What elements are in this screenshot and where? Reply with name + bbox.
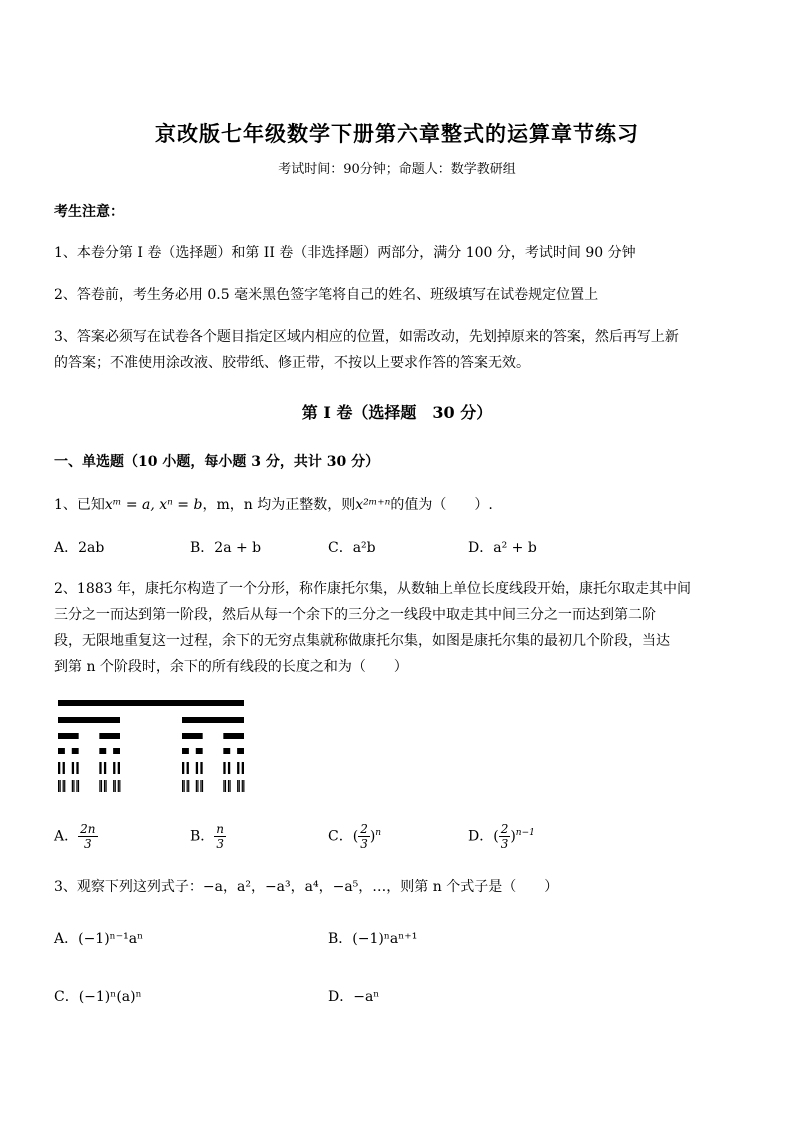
q2-b-denominator: 3 [216, 837, 224, 851]
notice-item-2: 2、答卷前，考生务必用 0.5 毫米黑色签字笔将自己的姓名、班级填写在试卷规定位置上 [54, 287, 599, 303]
cantor-segment-level-6 [197, 780, 198, 792]
q2-c-denominator: 3 [360, 837, 368, 851]
cantor-segment-level-6 [196, 780, 197, 792]
cantor-segment-level-6 [225, 780, 226, 792]
q2-option-a[interactable] [54, 822, 98, 851]
cantor-segment-level-3 [223, 733, 244, 739]
part-title: 一、单选题（10 小题，每小题 3 分，共计 30 分） [54, 454, 380, 470]
cantor-segment-level-6 [200, 780, 201, 792]
cantor-segment-level-6 [184, 780, 185, 792]
q1-condition: xᵐ = a, xⁿ = b [104, 497, 203, 513]
cantor-segment-level-5 [196, 762, 198, 774]
cantor-segment-level-5 [118, 762, 120, 774]
question-2-line2: 三分之一而达到第一阶段，然后从每一个余下的三分之一线段中取走其中间三分之一而达到第二阶 [54, 607, 656, 623]
cantor-segment-level-5 [76, 762, 78, 774]
cantor-segment-level-6 [182, 780, 183, 792]
question-3: 3、观察下列这列式子：−a，a²，−a³，a⁴，−a⁵，…，则第 n 个式子是（ ） [54, 879, 559, 895]
q2-option-a-label: A． [54, 828, 79, 845]
cantor-segment-level-5 [99, 762, 101, 774]
cantor-segment-level-5 [223, 762, 225, 774]
cantor-segment-level-6 [243, 780, 244, 792]
cantor-segment-level-3 [99, 733, 120, 739]
cantor-segment-level-6 [72, 780, 73, 792]
q2-option-b[interactable] [190, 822, 226, 851]
q3-option-d[interactable]: D．−aⁿ [328, 989, 380, 1005]
cantor-segment-level-5 [72, 762, 74, 774]
cantor-segment-level-6 [63, 780, 64, 792]
exam-subtitle: 考试时间：90分钟；命题人：数学教研组 [278, 162, 516, 177]
cantor-segment-level-6 [64, 780, 65, 792]
q1-option-a[interactable]: A．2ab [54, 540, 105, 556]
cantor-segment-level-4 [72, 748, 79, 754]
cantor-segment-level-3 [58, 733, 79, 739]
q2-option-d[interactable]: D．( $\frac{2}{3}$ )$^{n-1}$ [468, 822, 535, 851]
cantor-segment-level-6 [113, 780, 114, 792]
q2-option-d-label: D．( [468, 828, 499, 845]
q1-option-b[interactable]: B．2a + b [190, 540, 262, 556]
question-1 [54, 494, 493, 514]
q2-option-c-label: C．( [328, 828, 359, 845]
q2-c-numerator: 2 [360, 822, 368, 836]
cantor-segment-level-5 [187, 762, 189, 774]
cantor-segment-level-3 [182, 733, 203, 739]
q1-suffix: 的值为（ ）. [390, 497, 493, 513]
cantor-segment-level-4 [182, 748, 189, 754]
cantor-segment-level-5 [228, 762, 230, 774]
cantor-segment-level-1 [58, 700, 244, 706]
cantor-segment-level-6 [237, 780, 238, 792]
q2-a-denominator: 3 [83, 837, 92, 851]
cantor-segment-level-5 [58, 762, 60, 774]
cantor-segment-level-6 [76, 780, 77, 792]
q2-option-c[interactable]: C．( $\frac{2}{3}$ )$^n$ [328, 822, 382, 851]
q1-option-d[interactable]: D．a² + b [468, 540, 537, 556]
cantor-segment-level-2 [58, 717, 120, 723]
notice-heading: 考生注意： [54, 204, 124, 220]
cantor-segment-level-6 [202, 780, 203, 792]
cantor-segment-level-4 [196, 748, 203, 754]
cantor-segment-level-6 [223, 780, 224, 792]
cantor-set-figure [58, 700, 248, 795]
cantor-segment-level-6 [187, 780, 188, 792]
q1-mid: ，m，n 均为正整数，则 [202, 497, 356, 513]
cantor-segment-level-6 [242, 780, 243, 792]
cantor-segment-level-2 [182, 717, 244, 723]
q3-option-a[interactable]: A．(−1)ⁿ⁻¹aⁿ [54, 931, 144, 947]
section-title: 第 I 卷（选择题 30 分） [301, 403, 493, 422]
cantor-segment-level-6 [58, 780, 59, 792]
cantor-segment-level-6 [104, 780, 105, 792]
notice-item-3-line1: 3、答案必须写在试卷各个题目指定区域内相应的位置，如需改动，先划掉原来的答案，然后再写上新 [54, 329, 679, 345]
q3-option-b[interactable]: B．(−1)ⁿaⁿ⁺¹ [328, 931, 418, 947]
cantor-segment-level-4 [113, 748, 120, 754]
cantor-segment-level-5 [63, 762, 65, 774]
cantor-segment-level-6 [188, 780, 189, 792]
q2-option-b-label: B． [190, 828, 215, 845]
cantor-segment-level-6 [99, 780, 100, 792]
cantor-segment-level-6 [119, 780, 120, 792]
q2-d-denominator: 3 [500, 837, 509, 851]
q2-option-a-fraction [78, 822, 97, 851]
q1-expression: x²ᵐ⁺ⁿ [355, 497, 391, 513]
question-2-line1: 2、1883 年，康托尔构造了一个分形，称作康托尔集，从数轴上单位长度线段开始，康托尔取走其中间 [54, 581, 691, 597]
notice-item-3-line2: 的答案；不准使用涂改液、胶带纸、修正带，不按以上要求作答的答案无效。 [54, 355, 530, 371]
q2-option-c-fraction [358, 822, 370, 851]
cantor-segment-level-6 [118, 780, 119, 792]
cantor-segment-level-6 [239, 780, 240, 792]
cantor-segment-level-5 [242, 762, 244, 774]
cantor-segment-level-4 [99, 748, 106, 754]
q2-option-d-fraction [499, 822, 511, 851]
cantor-segment-level-6 [60, 780, 61, 792]
cantor-segment-level-5 [237, 762, 239, 774]
cantor-segment-level-6 [228, 780, 229, 792]
q2-b-numerator: n [216, 822, 225, 836]
cantor-segment-level-5 [113, 762, 115, 774]
q3-option-c[interactable]: C．(−1)ⁿ(a)ⁿ [54, 989, 142, 1005]
cantor-segment-level-6 [101, 780, 102, 792]
exam-title: 京改版七年级数学下册第六章整式的运算章节练习 [155, 121, 639, 146]
question-2-line4: 到第 n 个阶段时，余下的所有线段的长度之和为（ ） [54, 659, 408, 675]
cantor-segment-level-4 [58, 748, 65, 754]
q2-d-numerator: 2 [500, 822, 509, 836]
q2-a-numerator: 2n [80, 822, 96, 836]
cantor-segment-level-5 [104, 762, 106, 774]
cantor-segment-level-5 [182, 762, 184, 774]
cantor-segment-level-6 [78, 780, 79, 792]
q2-c-exponent: n [375, 827, 382, 838]
cantor-segment-level-6 [229, 780, 230, 792]
cantor-segment-level-6 [105, 780, 106, 792]
q1-prefix: 1、已知 [54, 497, 105, 513]
cantor-segment-level-5 [200, 762, 202, 774]
cantor-segment-level-4 [237, 748, 244, 754]
cantor-segment-level-6 [73, 780, 74, 792]
q2-option-b-fraction [214, 822, 226, 851]
cantor-segment-level-4 [223, 748, 230, 754]
cantor-segment-level-6 [115, 780, 116, 792]
question-2-line3: 段，无限地重复这一过程，余下的无穷点集就称做康托尔集，如图是康托尔集的最初几个阶段，当达 [54, 633, 670, 649]
q2-d-exponent: n−1 [515, 827, 535, 838]
q1-option-c[interactable]: C．a²b [328, 540, 376, 556]
notice-item-1: 1、本卷分第 I 卷（选择题）和第 II 卷（非选择题）两部分，满分 100 分，考试时间 90 分钟 [54, 245, 636, 261]
